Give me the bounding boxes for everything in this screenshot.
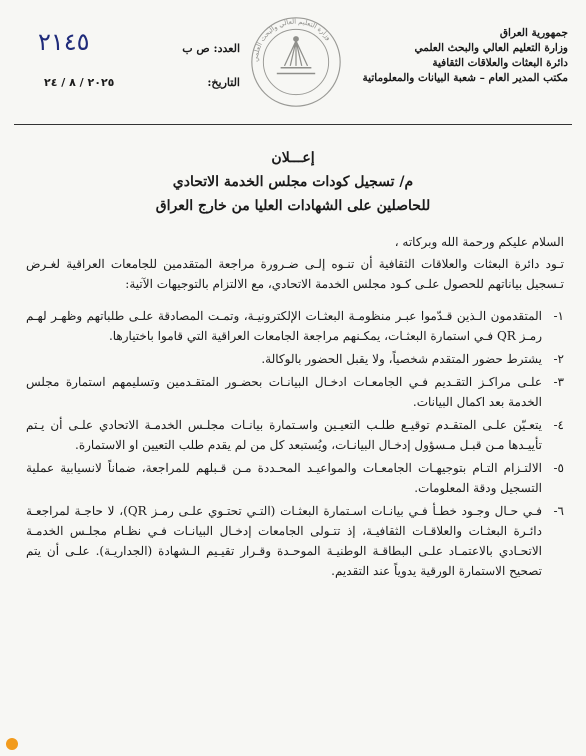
date-value: ٢٠٢٥ / ٨ / ٢٤ (44, 76, 115, 89)
list-item (26, 458, 564, 498)
list-item (26, 372, 564, 412)
watermark-dot-icon (6, 738, 18, 750)
item-text: يتعـيّن علـى المتقـدم توقيـع طلـب التعيـين واسـتمارة بيانـات مجلـس الخدمـة الاتحادي علـى أن يـتم تأييـدها مـن قبـل مـسؤول إدخـال البيانـات، ويُستبعد كل من لم يقدم طلب التعيين او الاستمارة. (26, 418, 542, 452)
ministry-seal-icon (248, 14, 344, 110)
announcement-subject: م/ تسجيل كودات مجلس الخدمة الاتحادي (172, 174, 414, 190)
date-label: التاريخ: (207, 76, 240, 89)
number-label: العدد: ص ب (182, 42, 240, 55)
announcement-heading: إعـــلان (271, 150, 315, 166)
list-item (26, 349, 564, 369)
office-line: مكتب المدير العام – شعبة البيانات والمعلوماتية (362, 72, 568, 84)
list-item (26, 415, 564, 455)
item-number: ٥- (553, 461, 564, 475)
item-number: ٢- (553, 352, 564, 366)
item-number: ٤- (553, 418, 564, 432)
ministry-line: وزارة التعليم العالي والبحث العلمي (414, 42, 568, 54)
reference-number: ٢١٤٥ (38, 28, 90, 56)
item-text: فـي حـال وجـود خطـأ فـي بيانـات اسـتمارة البعثـات (التـي تحتـوي علـى رمـز QR)، لا حاجـة لمراجعـة دائـرة البعثـات والعلاقـات الثقافيـة، إذ تتـولى الجامعات إدخـال البيانـات فـي نظـام مجلـس الخدمـة الاتحـادي بالاعتمـاد علـى البطاقـة الوطنيـة الموحـدة وقـرار تقيـيم الـشهادة (الجداريـة). علـى أن يتم تصحيح الاستمارة الورقية يدوياً عند التقديم. (26, 504, 542, 578)
watermark-logo (0, 730, 120, 756)
announcement-subtitle: للحاصلين على الشهادات العليا من خارج العراق (155, 198, 431, 214)
announcement-body (26, 232, 564, 584)
item-number: ٣- (553, 375, 564, 389)
intro-paragraph: تـود دائرة البعثات والعلاقات الثقافية أن تنـوه إلـى ضـرورة مراجعة المتقدمين للجامعات العراقية لغـرض تـسجيل بياناتهم للحصول علـى كـود مجلس الخدمة الاتحادي، مع الالتزام بالتوجيهات الآتية: (26, 257, 564, 291)
list-item (26, 306, 564, 346)
list-item (26, 501, 564, 581)
greeting: السلام عليكم ورحمة الله وبركاته ، (394, 235, 564, 249)
item-text: علـى مراكـز التقـديم فـي الجامعـات ادخـال البيانـات بحضـور المتقـدمين وتسليمهم استمارة مجلس الخدمة بعد اكمال البيانات. (26, 375, 542, 409)
seal-ring-text: وزارة التعليم العالي والبحث العلمي (251, 17, 333, 63)
announcement-title-block (0, 146, 586, 218)
republic-line: جمهورية العراق (499, 27, 568, 39)
reference-block (40, 28, 240, 96)
item-number: ١- (553, 309, 564, 323)
item-text: المتقدمون الـذين قـدّموا عبـر منظومـة البعثـات الإلكترونيـة، وتمـت المصادقة علـى طلباتهم وظهـر لهـم رمـز QR فـي استمارة البعثـات، يمكـنهم مراجعة الجامعات العراقية التي قاموا باختيارها. (26, 309, 542, 343)
header-divider (14, 124, 572, 125)
item-text: يشترط حضور المتقدم شخصياً، ولا يقبل الحضور بالوكالة. (261, 352, 542, 366)
item-text: الالتـزام التـام بتوجيهـات الجامعـات والمواعيـد المحـددة مـن قـبلهم للمراجعة، ضماناً لانسيابية عملية التسجيل ودقة المعلومات. (26, 461, 542, 495)
item-number: ٦- (553, 504, 564, 518)
department-line: دائرة البعثات والعلاقات الثقافية (432, 57, 568, 69)
letterhead-right (358, 26, 568, 86)
